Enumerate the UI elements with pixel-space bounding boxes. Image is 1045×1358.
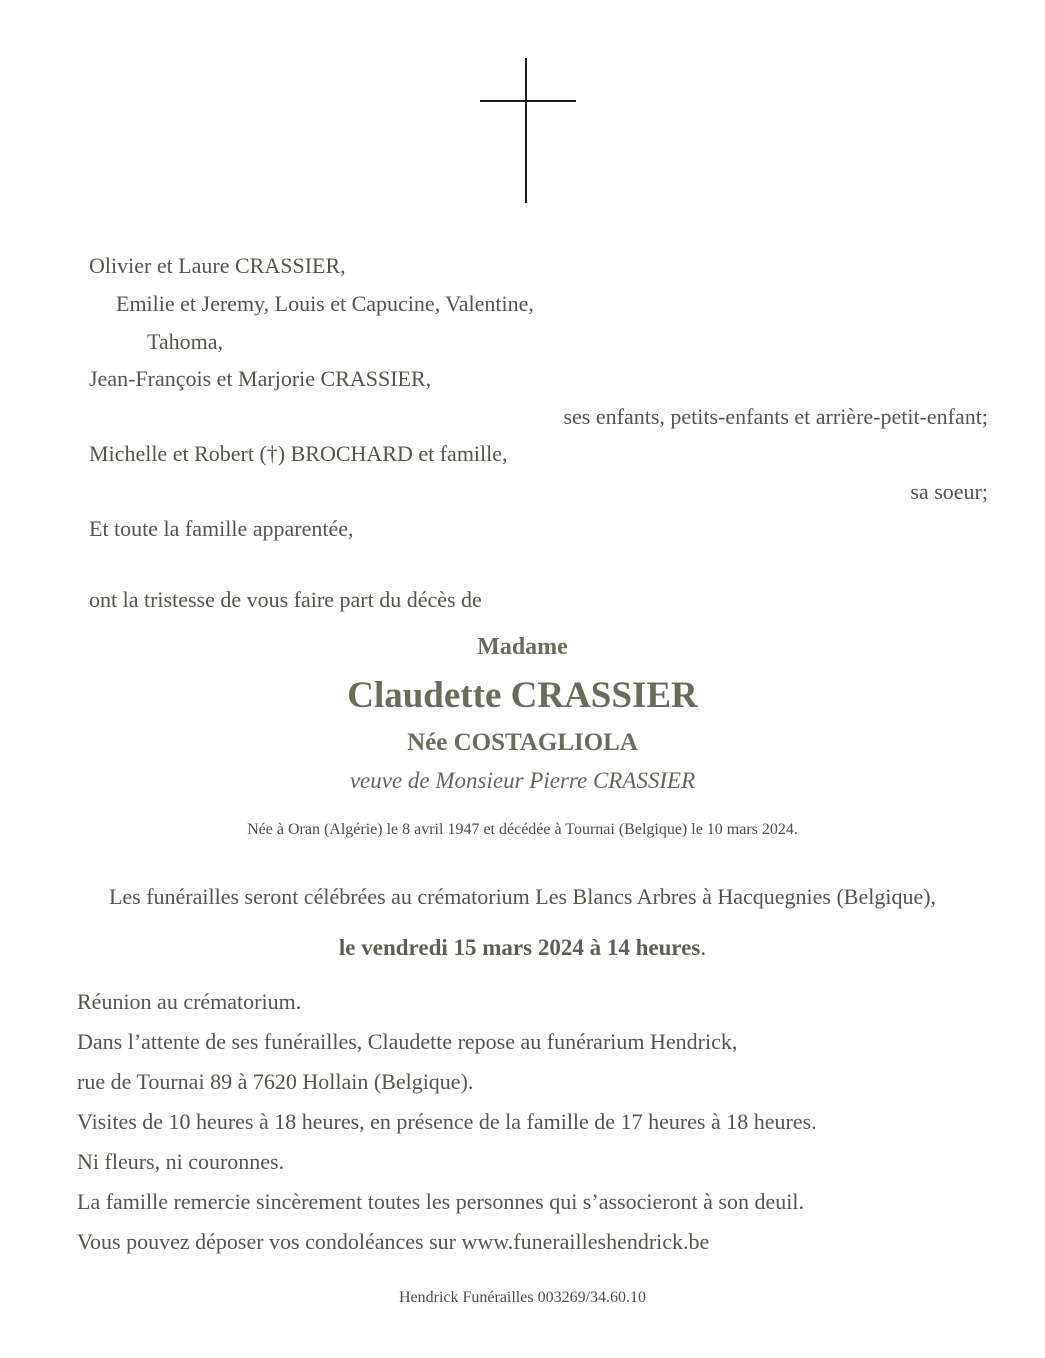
deceased-maiden-name: Née COSTAGLIOLA xyxy=(407,729,638,756)
cross-vertical-bar xyxy=(525,58,527,203)
footer-funeral-home: Hendrick Funérailles 003269/34.60.10 xyxy=(398,1289,647,1306)
info-line-1: Réunion au crématorium. xyxy=(77,989,302,1014)
birth-death-info: Née à Oran (Algérie) le 8 avril 1947 et décédée à Tournai (Belgique) le 10 mars 2024. xyxy=(247,821,798,838)
funeral-date-period: . xyxy=(700,935,707,960)
family-relation-sister: sa soeur; xyxy=(910,479,988,504)
family-relation-children: ses enfants, petits-enfants et arrière-petit-enfant; xyxy=(563,404,988,429)
family-line-3: Tahoma, xyxy=(147,329,224,354)
info-line-5: Ni fleurs, ni couronnes. xyxy=(77,1149,285,1174)
info-line-6: La famille remercie sincèrement toutes les personnes qui s’associeront à son deuil. xyxy=(77,1189,804,1214)
family-line-1: Olivier et Laure CRASSIER, xyxy=(89,253,346,278)
info-line-3: rue de Tournai 89 à 7620 Hollain (Belgique). xyxy=(77,1069,474,1094)
funeral-location: Les funérailles seront célébrées au crématorium Les Blancs Arbres à Hacquegnies (Belgique), xyxy=(108,884,937,909)
funeral-date: le vendredi 15 mars 2024 à 14 heures xyxy=(338,935,701,960)
family-line-2: Emilie et Jeremy, Louis et Capucine, Valentine, xyxy=(116,291,534,316)
announcement-text: ont la tristesse de vous faire part du décès de xyxy=(89,587,482,612)
deceased-name: Claudette CRASSIER xyxy=(347,675,698,716)
family-line-6: Et toute la famille apparentée, xyxy=(89,516,354,541)
family-line-4: Jean-François et Marjorie CRASSIER, xyxy=(89,366,432,391)
info-line-7-condolences: Vous pouvez déposer vos condoléances sur www.funerailleshendrick.be xyxy=(77,1229,710,1254)
cross-icon xyxy=(478,58,576,203)
cross-horizontal-bar xyxy=(480,100,576,102)
deceased-widow-of: veuve de Monsieur Pierre CRASSIER xyxy=(349,768,696,793)
funeral-date-line xyxy=(0,935,1045,961)
deceased-title: Madame xyxy=(477,634,568,660)
info-line-4: Visites de 10 heures à 18 heures, en présence de la famille de 17 heures à 18 heures. xyxy=(77,1109,817,1134)
info-line-2: Dans l’attente de ses funérailles, Claudette repose au funérarium Hendrick, xyxy=(77,1029,738,1054)
family-line-5: Michelle et Robert (†) BROCHARD et famille, xyxy=(89,441,508,466)
